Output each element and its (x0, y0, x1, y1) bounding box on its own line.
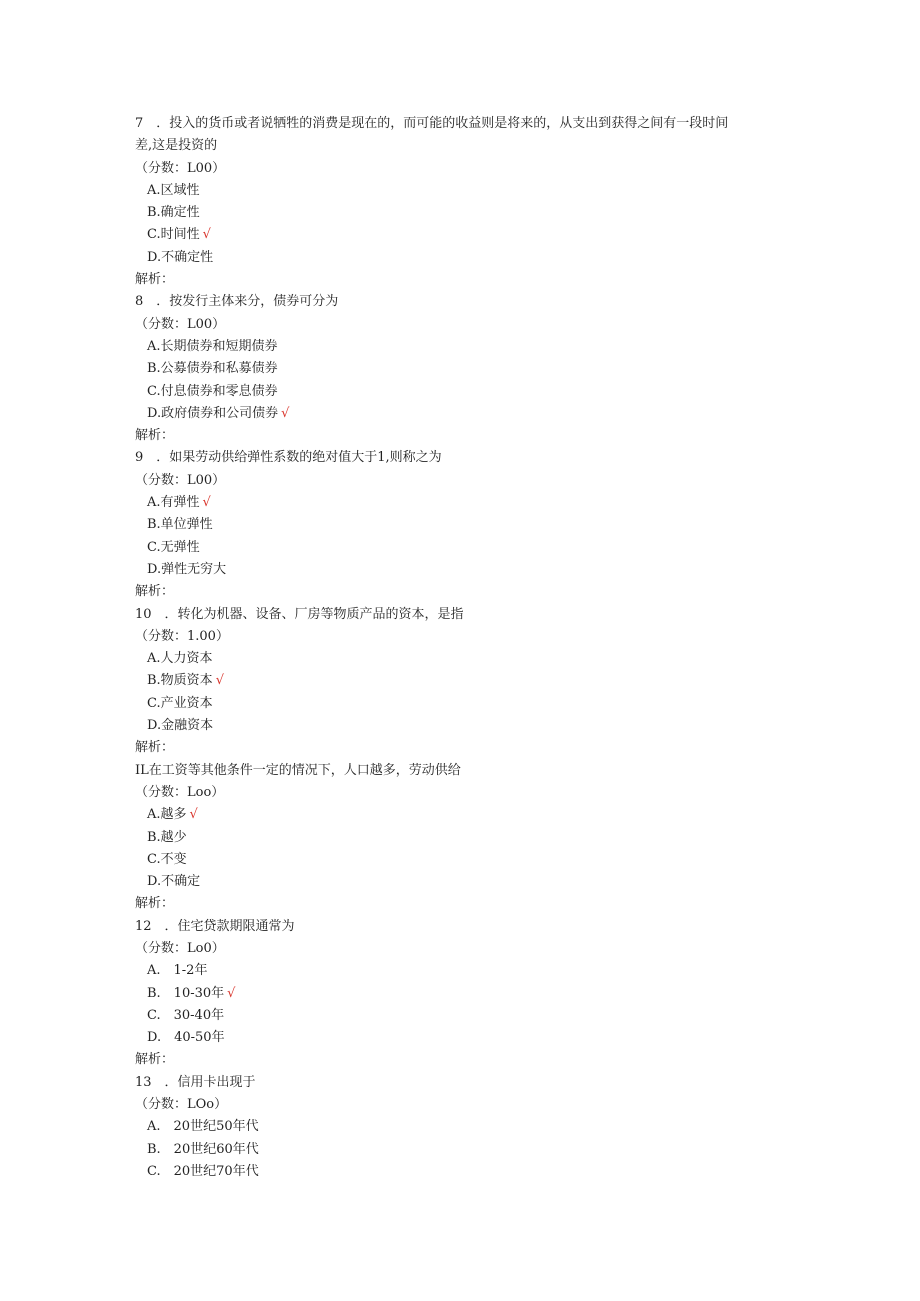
answer-option (135, 358, 785, 380)
answer-option (135, 180, 785, 202)
option-text: D.不确定 (147, 874, 201, 890)
option-text: B.越少 (147, 829, 187, 845)
option-text: D.政府债券和公司债券 (147, 405, 279, 421)
question-1 (135, 113, 785, 291)
check-mark-icon: √ (215, 673, 224, 689)
question-3 (135, 447, 785, 603)
answer-option (135, 960, 785, 982)
analysis-label: 解析： (135, 896, 175, 912)
question-score: （分数：L00） (135, 472, 226, 488)
option-text: B. 10-30年 (147, 985, 225, 1001)
analysis-label: 解析： (135, 428, 175, 444)
option-text: D. 40-50年 (147, 1030, 225, 1046)
option-text: A.长期债券和短期债券 (147, 338, 278, 354)
analysis-label: 解析： (135, 740, 175, 756)
question-score: （分数：L00） (135, 316, 226, 332)
question-7 (135, 1072, 785, 1183)
question-stem: 10 ．转化为机器、设备、厂房等物质产品的资本，是指 (135, 606, 464, 622)
question-score: （分数：LOo） (135, 1097, 228, 1113)
option-text: D.不确定性 (147, 249, 214, 265)
answer-option (135, 1027, 785, 1049)
option-text: C.不变 (147, 851, 187, 867)
question-score: （分数：L00） (135, 160, 226, 176)
option-text: C. 30-40年 (147, 1007, 225, 1023)
answer-option (135, 403, 785, 425)
question-stem: 8 ．按发行主体来分，债券可分为 (135, 294, 339, 310)
question-score: （分数：1.00） (135, 628, 229, 644)
answer-option (135, 492, 785, 514)
option-text: A. 1-2年 (147, 963, 208, 979)
option-text: B.确定性 (147, 205, 200, 221)
option-text: D.弹性无穷大 (147, 561, 227, 577)
check-mark-icon: √ (189, 807, 198, 823)
question-stem: 9 ．如果劳动供给弹性系数的绝对值大于1,则称之为 (135, 450, 442, 466)
option-text: A.有弹性 (147, 495, 200, 511)
option-text: C. 20世纪70年代 (147, 1163, 259, 1179)
question-stem: IL在工资等其他条件一定的情况下，人口越多，劳动供给 (135, 762, 461, 778)
option-text: C.无弹性 (147, 539, 200, 555)
option-text: C.时间性 (147, 227, 200, 243)
question-4 (135, 604, 785, 760)
answer-option (135, 849, 785, 871)
answer-option (135, 247, 785, 269)
question-6 (135, 916, 785, 1072)
option-text: A.区域性 (147, 182, 200, 198)
answer-option (135, 559, 785, 581)
analysis-label: 解析： (135, 1052, 175, 1068)
answer-option (135, 648, 785, 670)
option-text: B. 20世纪60年代 (147, 1141, 259, 1157)
answer-option (135, 715, 785, 737)
answer-option (135, 804, 785, 826)
answer-option (135, 827, 785, 849)
option-text: B.物质资本 (147, 673, 213, 689)
option-text: B.公募债券和私募债券 (147, 361, 278, 377)
option-text: C.产业资本 (147, 695, 213, 711)
option-text: B.单位弹性 (147, 517, 213, 533)
option-text: A.人力资本 (147, 651, 213, 667)
question-stem: 7 ．投入的货币或者说牺牲的消费是现在的，而可能的收益则是将来的，从支出到获得之间有一段时间 (135, 116, 729, 131)
option-text: D.金融资本 (147, 718, 214, 734)
answer-option (135, 381, 785, 403)
answer-option (135, 1139, 785, 1161)
question-5 (135, 760, 785, 916)
option-text: A.越多 (147, 807, 187, 823)
answer-option (135, 871, 785, 893)
question-score: （分数：Lo0） (135, 940, 225, 956)
question-stem: 差,这是投资的 (135, 138, 218, 154)
option-text: C.付息债券和零息债券 (147, 383, 278, 399)
answer-option (135, 514, 785, 536)
answer-option (135, 983, 785, 1005)
check-mark-icon: √ (281, 405, 290, 421)
option-text: A. 20世纪50年代 (147, 1119, 259, 1135)
answer-option (135, 537, 785, 559)
answer-option (135, 1161, 785, 1183)
answer-option (135, 336, 785, 358)
question-stem: 13 ．信用卡出现于 (135, 1074, 256, 1090)
check-mark-icon: √ (202, 495, 211, 511)
answer-option (135, 670, 785, 692)
analysis-label: 解析： (135, 272, 175, 288)
answer-option (135, 202, 785, 224)
check-mark-icon: √ (202, 227, 211, 243)
question-list (135, 113, 785, 1183)
answer-option (135, 693, 785, 715)
answer-option (135, 1005, 785, 1027)
answer-option (135, 1116, 785, 1138)
question-stem: 12 ．住宅贷款期限通常为 (135, 918, 295, 934)
answer-option (135, 224, 785, 246)
analysis-label: 解析： (135, 584, 175, 600)
question-score: （分数：Loo） (135, 784, 225, 800)
question-2 (135, 291, 785, 447)
check-mark-icon: √ (227, 985, 236, 1001)
